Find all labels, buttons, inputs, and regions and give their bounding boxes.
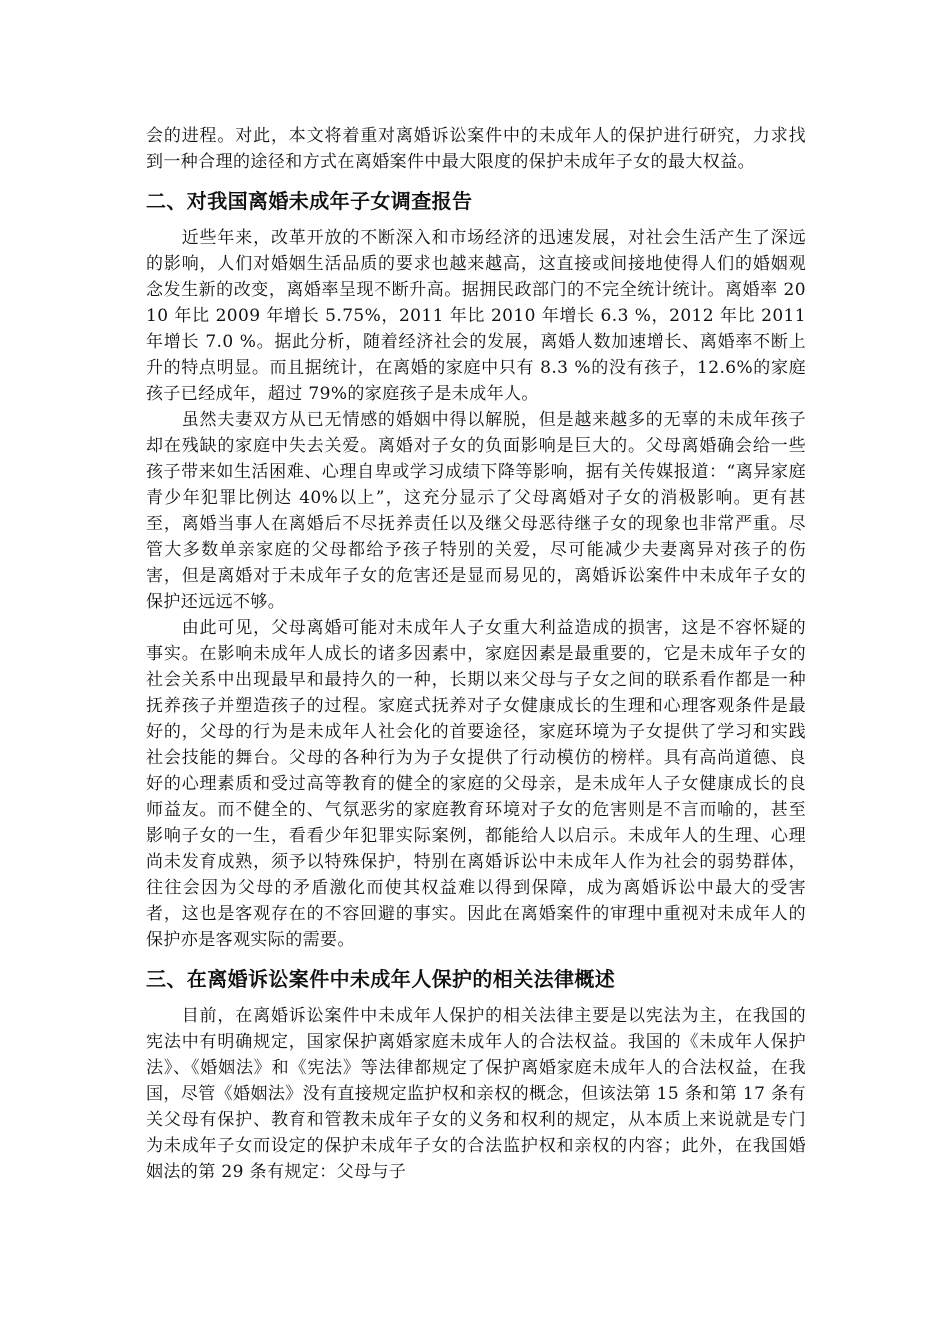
section-heading-3: 三、在离婚诉讼案件中未成年人保护的相关法律概述: [146, 967, 616, 991]
section-heading-2: 二、对我国离婚未成年子女调查报告: [146, 189, 473, 213]
section2-paragraph-1: 近些年来，改革开放的不断深入和市场经济的迅速发展，对社会生活产生了深远的影响，人们对婚姻生活品质的要求也越来越高，这直接或间接地使得人们的婚姻观念发生新的改变，离婚率呈现不断升高。据拥民政部门的不完全统计统计。离婚率 2010 年比 2009 年增长 5.75%，2011 年比 2010 年增长 6.3 %，2012 年比 2011 年增长 7.0 %。据此分析，随着经济社会的发展，离婚人数加速增长、离婚率不断上升的特点明显。而且据统计，在离婚的家庭中只有 8.3 %的没有孩子，12.6%的家庭孩子已经成年，超过 79%的家庭孩子是未成年人。: [146, 228, 806, 404]
section2-paragraph-2: 虽然夫妻双方从已无情感的婚姻中得以解脱，但是越来越多的无辜的未成年孩子却在残缺的家庭中失去关爱。离婚对子女的负面影响是巨大的。父母离婚确会给一些孩子带来如生活困难、心理自卑或学习成绩下降等影响，据有关传媒报道：“离异家庭青少年犯罪比例达 40%以上”，这充分显示了父母离婚对子女的消极影响。更有甚至，离婚当事人在离婚后不尽抚养责任以及继父母恶待继子女的现象也非常严重。尽管大多数单亲家庭的父母都给予孩子特别的关爱，尽可能减少夫妻离异对孩子的伤害，但是离婚对于未成年子女的危害还是显而易见的，离婚诉讼案件中未成年子女的保护还远远不够。: [146, 410, 806, 612]
section3-paragraph-1: 目前，在离婚诉讼案件中未成年人保护的相关法律主要是以宪法为主，在我国的宪法中有明确规定，国家保护离婚家庭未成年人的合法权益。我国的《未成年人保护法》、《婚姻法》和《宪法》等法律都规定了保护离婚家庭未成年人的合法权益，在我国，尽管《婚姻法》没有直接规定监护权和亲权的概念，但该法第 15 条和第 17 条有关父母有保护、教育和管教未成年子女的义务和权利的规定，从本质上来说就是专门为未成年子女而设定的保护未成年子女的合法监护权和亲权的内容；此外，在我国婚姻法的第 29 条有规定：父母与子: [146, 1006, 806, 1182]
section2-paragraph-3: 由此可见，父母离婚可能对未成年人子女重大利益造成的损害，这是不容怀疑的事实。在影响未成年人成长的诸多因素中，家庭因素是最重要的，它是未成年子女的社会关系中出现最早和最持久的一种，长期以来父母与子女之间的联系看作都是一种抚养孩子并塑造孩子的过程。家庭式抚养对子女健康成长的生理和心理客观条件是最好的，父母的行为是未成年人社会化的首要途径，家庭环境为子女提供了学习和实践社会技能的舞台。父母的各种行为为子女提供了行动模仿的榜样。具有高尚道德、良好的心理素质和受过高等教育的健全的家庭的父母亲，是未成年人子女健康成长的良师益友。而不健全的、气氛恶劣的家庭教育环境对子女的危害则是不言而喻的，甚至影响子女的一生，看看少年犯罪实际案例，都能给人以启示。未成年人的生理、心理尚未发育成熟，须予以特殊保护，特别在离婚诉讼中未成年人作为社会的弱势群体，往往会因为父母的矛盾激化而使其权益难以得到保障，成为离婚诉讼中最大的受害者，这也是客观存在的不容回避的事实。因此在离婚案件的审理中重视对未成年人的保护亦是客观实际的需要。: [146, 618, 806, 950]
document-page: [146, 123, 806, 1185]
intro-paragraph: 会的进程。对此，本文将着重对离婚诉讼案件中的未成年人的保护进行研究，力求找到一种合理的途径和方式在离婚案件中最大限度的保护未成年子女的最大权益。: [146, 126, 806, 172]
